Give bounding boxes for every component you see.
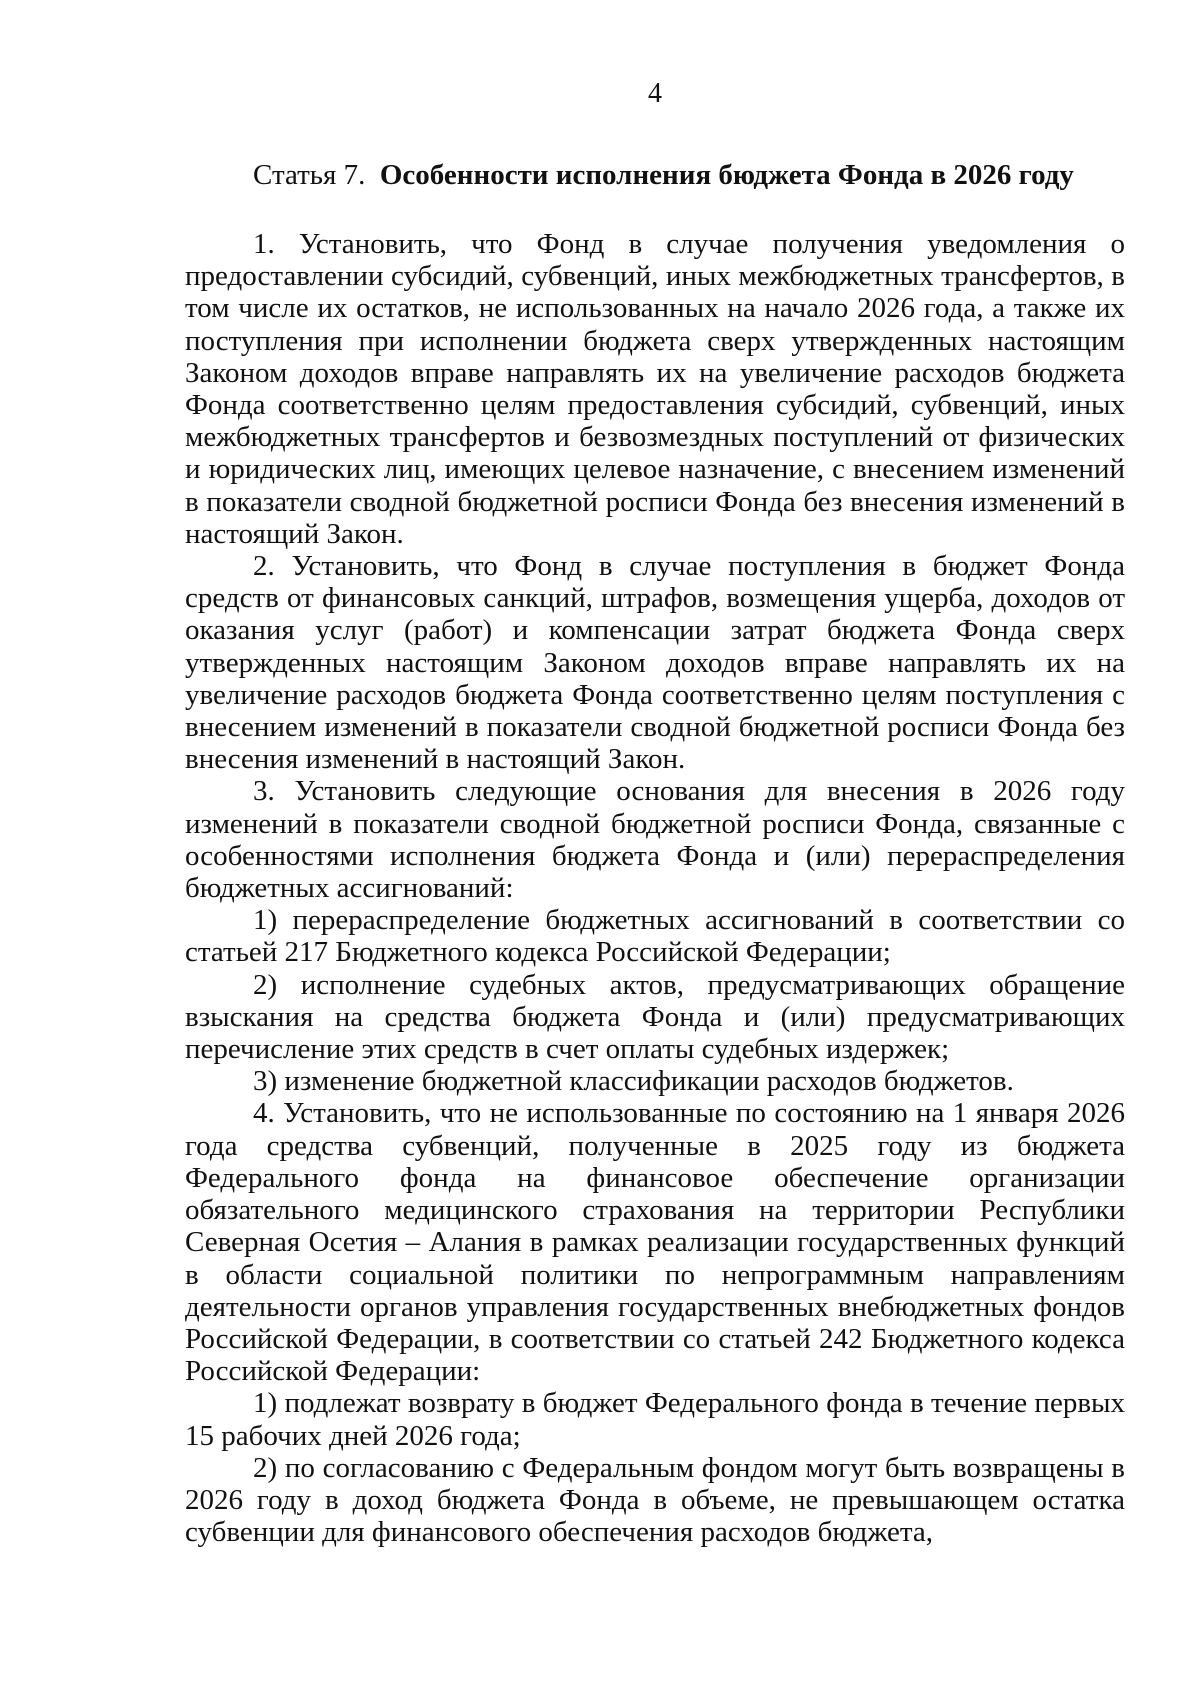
article-title: Особенности исполнения бюджета Фонда в 2026 году	[379, 159, 1074, 191]
paragraph-3-item-1: 1) перераспределение бюджетных ассигнований в соответствии со статьей 217 Бюджетного кодекса Российской Федерации;	[185, 904, 1125, 969]
paragraph-3-item-2: 2) исполнение судебных актов, предусматривающих обращение взыскания на средства бюджета Фонда и (или) предусматривающих перечисление этих средств в счет оплаты судебных издержек;	[185, 968, 1125, 1066]
page-number: 4	[648, 78, 662, 109]
article-number: Статья 7.	[253, 159, 366, 191]
paragraph-4-item-1: 1) подлежат возврату в бюджет Федерального фонда в течение первых 15 рабочих дней 2026 года;	[185, 1387, 1125, 1452]
paragraph-1: 1. Установить, что Фонд в случае получения уведомления о предоставлении субсидий, субвенций, иных межбюджетных трансфертов, в том числе их остатков, не использованных на начало 2026 года, а также их поступления при исполнении бюджета сверх утвержденных настоящим Законом доходов вправе направлять их на увеличение расходов бюджета Фонда соответственно целям предоставления субсидий, субвенций, иных межбюджетных трансфертов и безвозмездных поступлений от физических и юридических лиц, имеющих целевое назначение, с внесением изменений в показатели сводной бюджетной росписи Фонда без внесения изменений в настоящий Закон.	[185, 228, 1125, 550]
document-page	[185, 78, 1125, 1548]
article-heading	[185, 158, 1125, 192]
paragraph-4: 4. Установить, что не использованные по состоянию на 1 января 2026 года средства субвенций, полученные в 2025 году из бюджета Федерального фонда на финансовое обеспечение организации обязательного медицинского страхования на территории Республики Северная Осетия – Алания в рамках реализации государственных функций в области социальной политики по непрограммным направлениям деятельности органов управления государственных внебюджетных фондов Российской Федерации, в соответствии со статьей 242 Бюджетного кодекса Российской Федерации:	[185, 1097, 1125, 1388]
paragraph-3: 3. Установить следующие основания для внесения в 2026 году изменений в показатели сводной бюджетной росписи Фонда, связанные с особенностями исполнения бюджета Фонда и (или) перераспределения бюджетных ассигнований:	[185, 775, 1125, 905]
paragraph-2: 2. Установить, что Фонд в случае поступления в бюджет Фонда средств от финансовых санкций, штрафов, возмещения ущерба, доходов от оказания услуг (работ) и компенсации затрат бюджета Фонда сверх утвержденных настоящим Законом доходов вправе направлять их на увеличение расходов бюджета Фонда соответственно целям поступления с внесением изменений в показатели сводной бюджетной росписи Фонда без внесения изменений в настоящий Закон.	[185, 550, 1125, 776]
paragraph-3-item-3: 3) изменение бюджетной классификации расходов бюджетов.	[253, 1065, 1014, 1098]
paragraph-4-item-2: 2) по согласованию с Федеральным фондом могут быть возвращены в 2026 году в доход бюджета Фонда в объеме, не превышающем остатка субвенции для финансового обеспечения расходов бюджета,	[185, 1451, 1125, 1549]
